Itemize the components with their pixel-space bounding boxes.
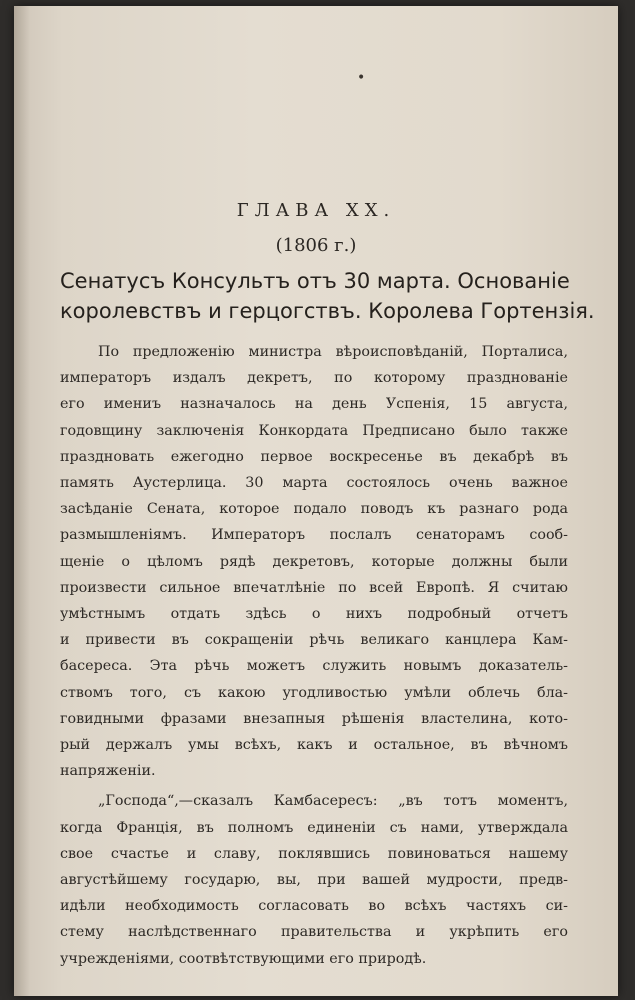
text-line: стему наслѣдственнаго правительства и укрѣпить его [60, 924, 568, 941]
text-line: праздновать ежегодно первое воскресенье въ декабрѣ въ [60, 448, 568, 465]
text-line: императоръ издалъ декретъ, по которому празднованіе [60, 370, 568, 387]
chapter-year: (1806 г.) [275, 235, 357, 256]
heading-line: Сенатусъ Консультъ отъ 30 марта. Основаніе [60, 269, 570, 293]
text-line: умѣстнымъ отдать здѣсь о нихъ подробный отчетъ [60, 606, 568, 623]
chapter-heading [60, 266, 595, 326]
text-line: По предложенію министра вѣроисповѣданій, Порталиса, [98, 344, 568, 360]
text-line: „Господа“,—сказалъ Камбасересъ: „въ тотъ моментъ, [98, 793, 568, 810]
text-line: ствомъ того, съ какою угодливостью умѣли облечь бла- [60, 684, 568, 701]
text-line: размышленіямъ. Императоръ послалъ сенаторамъ сооб- [60, 527, 568, 544]
text-line: щеніе о цѣломъ рядѣ декретовъ, которые должны были [60, 553, 568, 570]
text-line: напряженіи. [60, 763, 156, 780]
text-line: его имениъ назначалось на день Успенія, 15 августа, [60, 396, 568, 413]
text-line: и привести въ сокращеніи рѣчь великаго канцлера Кам- [60, 632, 568, 649]
book-page [14, 6, 618, 996]
text-line: засѣданіе Сената, которое подало поводъ къ разнаго рода [60, 501, 568, 518]
heading-line: королевствъ и герцогствъ. Королева Гортензія. [60, 299, 595, 323]
text-line: свое счастье и славу, поклявшись повиноваться нашему [60, 845, 568, 862]
body-text [60, 339, 568, 972]
text-line: басереса. Эта рѣчь можетъ служить новымъ доказатель- [60, 658, 568, 675]
page-mark: • [357, 70, 366, 86]
page-spine-shadow [14, 6, 30, 996]
text-line: годовщину заключенія Конкордата Предписано было также [60, 422, 568, 439]
text-line: учрежденіями, соотвѣтствующими его природѣ. [60, 950, 427, 967]
text-line: говидными фразами внезапныя рѣшенія властелина, кото- [60, 710, 568, 727]
text-line: память Аустерлица. 30 марта состоялось очень важное [60, 475, 568, 492]
text-line: когда Франція, въ полномъ единеніи съ нами, утверждала [60, 819, 568, 836]
chapter-title: ГЛАВА ХХ. [236, 200, 396, 221]
text-line: рый держалъ умы всѣхъ, какъ и остальное, въ вѣчномъ [60, 737, 568, 754]
text-line: августѣйшему государю, вы, при вашей мудрости, предв- [60, 872, 568, 889]
text-line: идѣли необходимость согласовать во всѣхъ частяхъ си- [60, 898, 568, 915]
text-line: произвести сильное впечатлѣніе по всей Европѣ. Я считаю [60, 579, 568, 596]
